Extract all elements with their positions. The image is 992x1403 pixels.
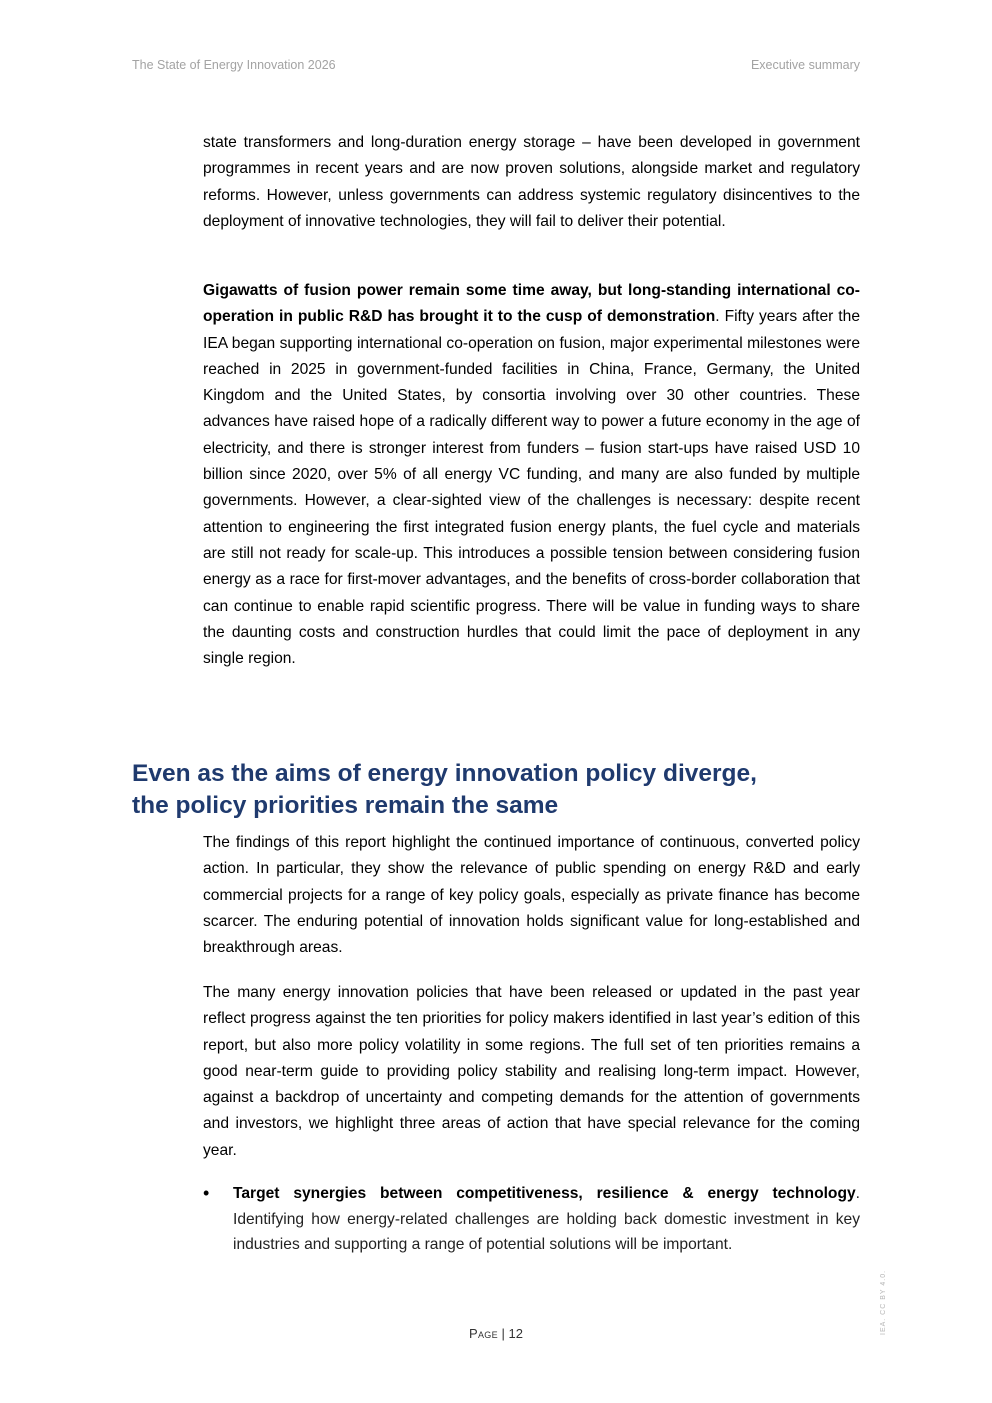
paragraph-findings [203,830,860,961]
paragraph-lead: Gigawatts of fusion power remain some time away, but long-standing international co-operation in public R&D has brought it to the cusp of demonstration [203,282,860,326]
action-bullet-list [203,1181,860,1258]
paragraph-storage [203,130,860,235]
section-heading [132,758,860,822]
paragraph-text: state transformers and long-duration energy storage – have been developed in government programmes in recent years and are now proven solutions, alongside market and regulatory reforms. However, unless governments can address systemic regulatory disincentives to the deployment of innovative technologies, they will fail to deliver their potential. [203,134,860,230]
bullet-lead: Target synergies between competitiveness, resilience & energy technology [233,1185,856,1202]
page-footer [0,1326,992,1341]
page-separator: | [497,1326,509,1341]
running-header [132,58,860,76]
report-title: The State of Energy Innovation 2026 [132,58,336,72]
page-label: Page [469,1326,498,1341]
license-mark: IEA. CC BY 4.0. [880,1269,887,1335]
section-heading-line-2: the policy priorities remain the same [132,792,559,819]
paragraph-text: The findings of this report highlight the continued importance of continuous, converted policy action. In particular, they show the relevance of public spending on energy R&D and early commercial projects for a range of key policy goals, especially as private finance has become scarcer. The enduring potential of innovation holds significant value for long-established and breakthrough areas. [203,834,860,957]
paragraph-text: The many energy innovation policies that have been released or updated in the past year reflect progress against the ten priorities for policy makers identified in last year’s edition of this report, but also more policy volatility in some regions. The full set of ten priorities remains a good near-term guide to providing policy stability and realising long-term impact. However, against a backdrop of uncertainty and competing demands for the attention of governments and investors, we highlight three areas of action that have special relevance for the coming year. [203,984,860,1159]
chapter-title: Executive summary [750,58,860,72]
bullet-text: . Identifying how energy-related challenges are holding back domestic investment in key industries and supporting a range of potential solutions will be important. [233,1185,860,1253]
bullet-item [203,1181,860,1258]
bullet-marker: • [203,1183,210,1203]
paragraph-text: . Fifty years after the IEA began supporting international co-operation on fusion, major experimental milestones were reached in 2025 in government-funded facilities in China, France, Germany, the United Kingdom and the United States, by consortia involving over 30 other countries. These advances have raised hope of a radically different way to power a future economy in the age of electricity, and there is stronger interest from funders – fusion start-ups have raised USD 10 billion since 2020, over 5% of all energy VC funding, and many are also funded by multiple governments. However, a clear-sighted view of the challenges is necessary: despite recent attention to engineering the first integrated fusion energy plants, the fuel cycle and materials are still not ready for scale-up. This introduces a possible tension between considering fusion energy as a race for first-mover advantages, and the benefits of cross-border collaboration that can continue to enable rapid scientific progress. There will be value in funding ways to share the daunting costs and construction hurdles that could limit the pace of deployment in any single region. [203,308,860,668]
paragraph-fusion [203,278,860,672]
paragraph-priorities [203,980,860,1164]
section-heading-line-1: Even as the aims of energy innovation policy diverge, [132,760,757,787]
page-number: 12 [508,1326,523,1341]
